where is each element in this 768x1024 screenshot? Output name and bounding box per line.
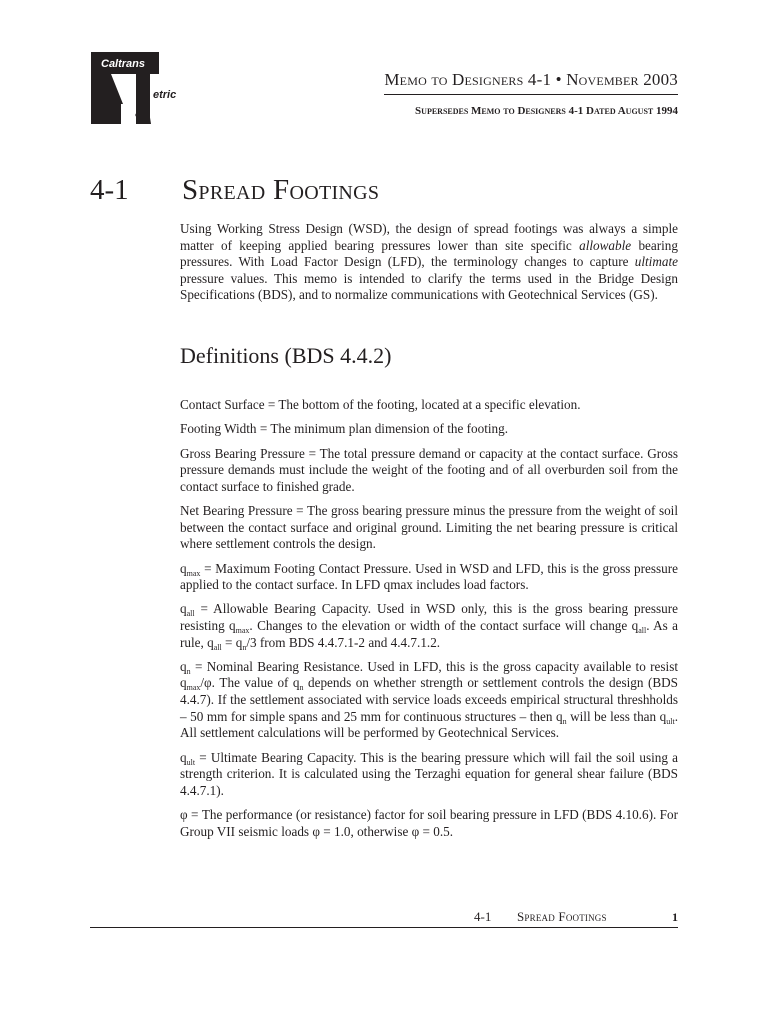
definition-contact-surface: Contact Surface = The bottom of the footing, located at a specific elevation. [180,397,581,412]
definitions-heading: Definitions (BDS 4.4.2) [180,343,392,368]
section-title: Spread Footings [182,174,380,206]
emphasis-allowable: allowable [579,237,632,253]
definition-phi: φ = The performance (or resistance) factor for soil bearing pressure in LFD (BDS 4.10.6). For Group VII seismic loads φ = 1.0, otherwise φ = 0.5. [180,806,678,839]
page-number: 1 [672,910,678,924]
definition-qult: $q_{ult}$ = Ultimate Bearing Capacity. This is the bearing pressure which will fail the soil using a strength criterion. It is calculated using the Terzaghi equation for general shear failure (BDS 4.4.7.1). [180,749,678,798]
definition-qn: $q_n$ = Nominal Bearing Resistance. Used in LFD, this is the gross capacity available to resist $q_{max}/\varphi$. The value of $q_n$ depends on whether strength or settlement controls the design (BDS 4.4.7). If the settlement associated with service loads exceeds empirical structural threshholds – 50 mm for simple spans and 25 mm for continuous structures – then $q_n$ will be less than $q_{ult}$. All settlement calculations will be performed by Geotechnical Services. [180,658,678,741]
definition-qmax: $q_{max}$ = Maximum Footing Contact Pressure. Used in WSD and LFD, this is the gross pressure applied to the contact surface. In LFD qmax includes load factors. [180,560,678,593]
section-number: 4-1 [90,174,129,206]
intro-block [180,221,678,304]
footer-section-number: 4-1 [474,909,492,924]
footer-divider [90,927,678,928]
logo-brand-text: Caltrans [101,58,146,70]
logo-suffix-text: etric [153,89,177,101]
footer-section-title: Spread Footings [517,909,607,924]
definitions-list [180,397,678,848]
intro-paragraph: Using Working Stress Design (WSD), the design of spread footings was always a simple matter of keeping applied bearing pressures lower than site specific allowable bearing pressures. With Load Factor Design (LFD), the terminology changes to capture ultimate pressure values. This memo is intended to clarify the terms used in the Bridge Design Specifications (BDS), and to normalize communications with Geotechnical Services (GS). [180,221,678,303]
definition-net-bearing-pressure: Net Bearing Pressure = The gross bearing pressure minus the pressure from the weight of soil between the contact surface and original ground. Limiting the net bearing pressure is critical where settlement controls the design. [180,503,678,552]
header-divider [384,94,678,95]
definition-qall: $q_{all}$ = Allowable Bearing Capacity. Used in WSD only, this is the gross bearing pressure resisting $q_{max}$. Changes to the elevation or width of the contact surface will change $q_{all}$. As a rule, $q_{all} = q_n/3$ from BDS 4.4.7.1-2 and 4.4.7.1.2. [180,601,678,652]
emphasis-ultimate: ultimate [634,254,678,270]
definition-footing-width: Footing Width = The minimum plan dimension of the footing. [180,421,509,437]
memo-title: Memo to Designers 4-1 • November 2003 [384,70,678,89]
caltrans-metric-logo [91,52,177,124]
supersedes-note: Supersedes Memo to Designers 4-1 Dated August 1994 [415,105,678,117]
definition-gross-bearing-pressure: Gross Bearing Pressure = The total pressure demand or capacity at the contact surface. Gross pressure demands must include the weight of the footing and of all overburden soil from the contact surface to finished grade. [180,445,678,494]
